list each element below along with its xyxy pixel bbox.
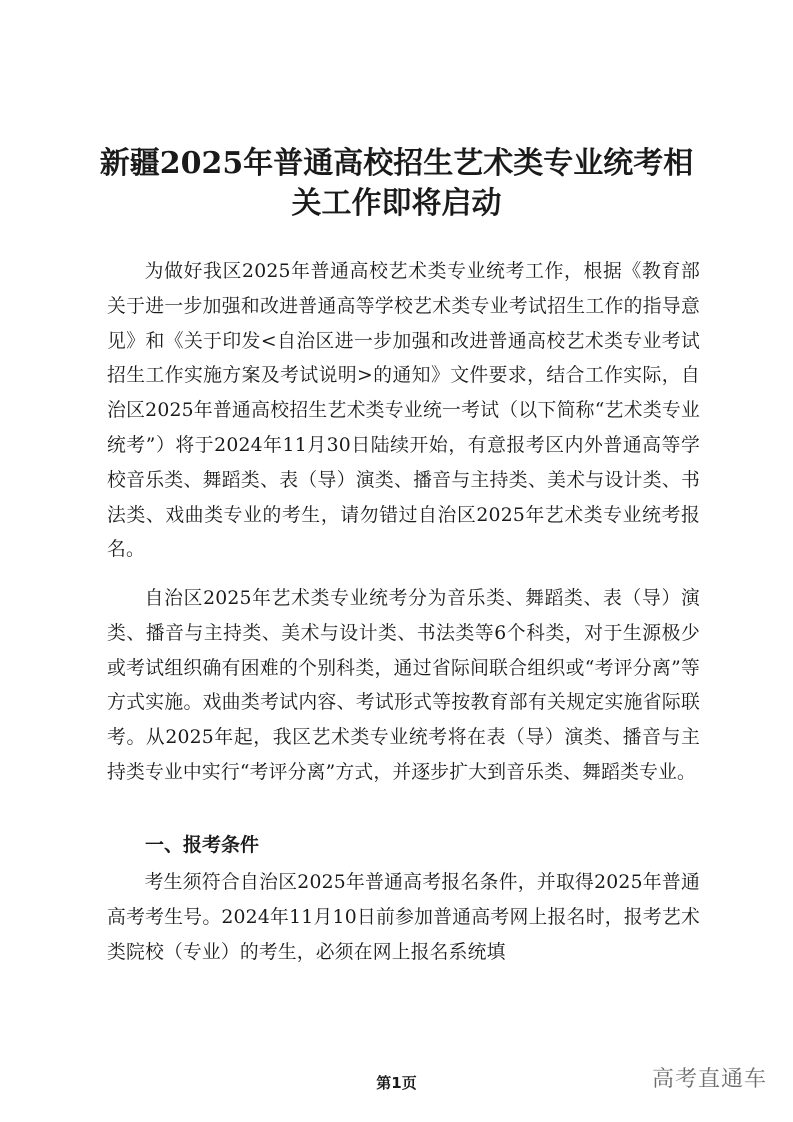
document-title-line-2: 关工作即将启动: [291, 186, 502, 221]
watermark-text: 高考直通车: [651, 1067, 767, 1092]
page-number: 第1页: [376, 1074, 417, 1092]
document-title-line-1: 新疆2025年普通高校招生艺术类专业统考相: [99, 146, 694, 181]
body-paragraph-1: 为做好我区2025年普通高校艺术类专业统考工作，根据《教育部关于进一步加强和改进普通高等学校艺术类专业考试招生工作的指导意见》和《关于印发<自治区进一步加强和改进普通高校艺术类专业考试招生工作实施方案及考试说明>的通知》文件要求，结合工作实际，自治区2025年普通高校招生艺术类专业统一考试（以下简称“艺术类专业统考”）将于2024年11月30日陆续开始，有意报考区内外普通高等学校音乐类、舞蹈类、表（导）演类、播音与主持类、美术与设计类、书法类、戏曲类专业的考生，请勿错过自治区2025年艺术类专业统考报名。: [107, 261, 700, 561]
body-paragraph-2: 自治区2025年艺术类专业统考分为音乐类、舞蹈类、表（导）演类、播音与主持类、美术与设计类、书法类等6个科类，对于生源极少或考试组织确有困难的个别科类，通过省际间联合组织或“考评分离”等方式实施。戏曲类考试内容、考试形式等按教育部有关规定实施省际联考。从2025年起，我区艺术类专业统考将在表（导）演类、播音与主持类专业中实行“考评分离”方式，并逐步扩大到音乐类、舞蹈类专业。: [107, 588, 700, 783]
section-heading-eligibility: 一、报考条件: [145, 834, 260, 856]
body-paragraph-3: 考生须符合自治区2025年普通高考报名条件，并取得2025年普通高考考生号。2024年11月10日前参加普通高考网上报名时，报考艺术类院校（专业）的考生，必须在网上报名系统填: [107, 872, 700, 963]
